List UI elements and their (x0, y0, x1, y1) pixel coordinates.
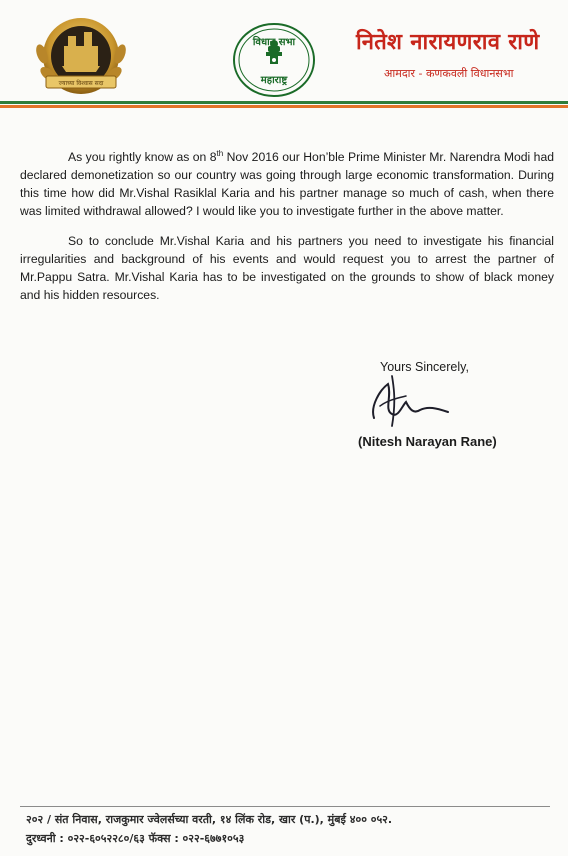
footer-address: २०२ / संत निवास, राजकुमार ज्वेलर्सच्या वरती, १४ लिंक रोड, खार (प.), मुंबई ४०० ०५२. (26, 813, 393, 826)
seal-top-text: विधान सभा (252, 37, 296, 48)
ordinal-suffix: th (216, 148, 224, 158)
header-rule-green (0, 101, 568, 104)
letter-body (20, 148, 554, 316)
footer-phones: दुरध्वनी : ०२२-६०५२२८०/६३ फॅक्स : ०२२-६७७१०५३ (26, 832, 245, 845)
letterhead-name: नितेश नारायणराव राणे (356, 30, 540, 55)
footer-divider (20, 806, 550, 807)
paragraph-conclusion: So to conclude Mr.Vishal Karia and his partners you need to investigate his financial irregularities and background of his events and would request you to arrest the partner of Mr.Pappu Satra. Mr.Vishal Karia has to be investigated on the grounds to show of black money and his hidden resources. (20, 234, 554, 302)
signer-name: (Nitesh Narayan Rane) (358, 434, 497, 449)
closing-salutation: Yours Sincerely, (380, 360, 469, 374)
seal-bottom-text: महाराष्ट्र (260, 75, 288, 86)
paragraph-1-rest: Nov 2016 our Hon’ble Prime Minister Mr. Narendra Modi had declared demonetization so our country was going through large economic transformation. During this time how did Mr.Vishal Rasiklal Karia and his partner manage so much of cash, when there was limited withdrawal allowed? I would like you to investigate further in the above matter. (20, 150, 555, 218)
paragraph-1-start: As you rightly know as on 8 (68, 150, 217, 164)
letterhead-designation: आमदार - कणकवली विधानसभा (384, 67, 514, 80)
vidhan-sabha-seal (232, 22, 316, 98)
emblem-banner-text: ज्याच्या विश्वास सदा (58, 80, 104, 87)
header-rule-orange (0, 105, 568, 108)
handwritten-signature (362, 366, 452, 436)
party-emblem-logo (26, 14, 136, 98)
paragraph-demonetization (20, 148, 554, 220)
